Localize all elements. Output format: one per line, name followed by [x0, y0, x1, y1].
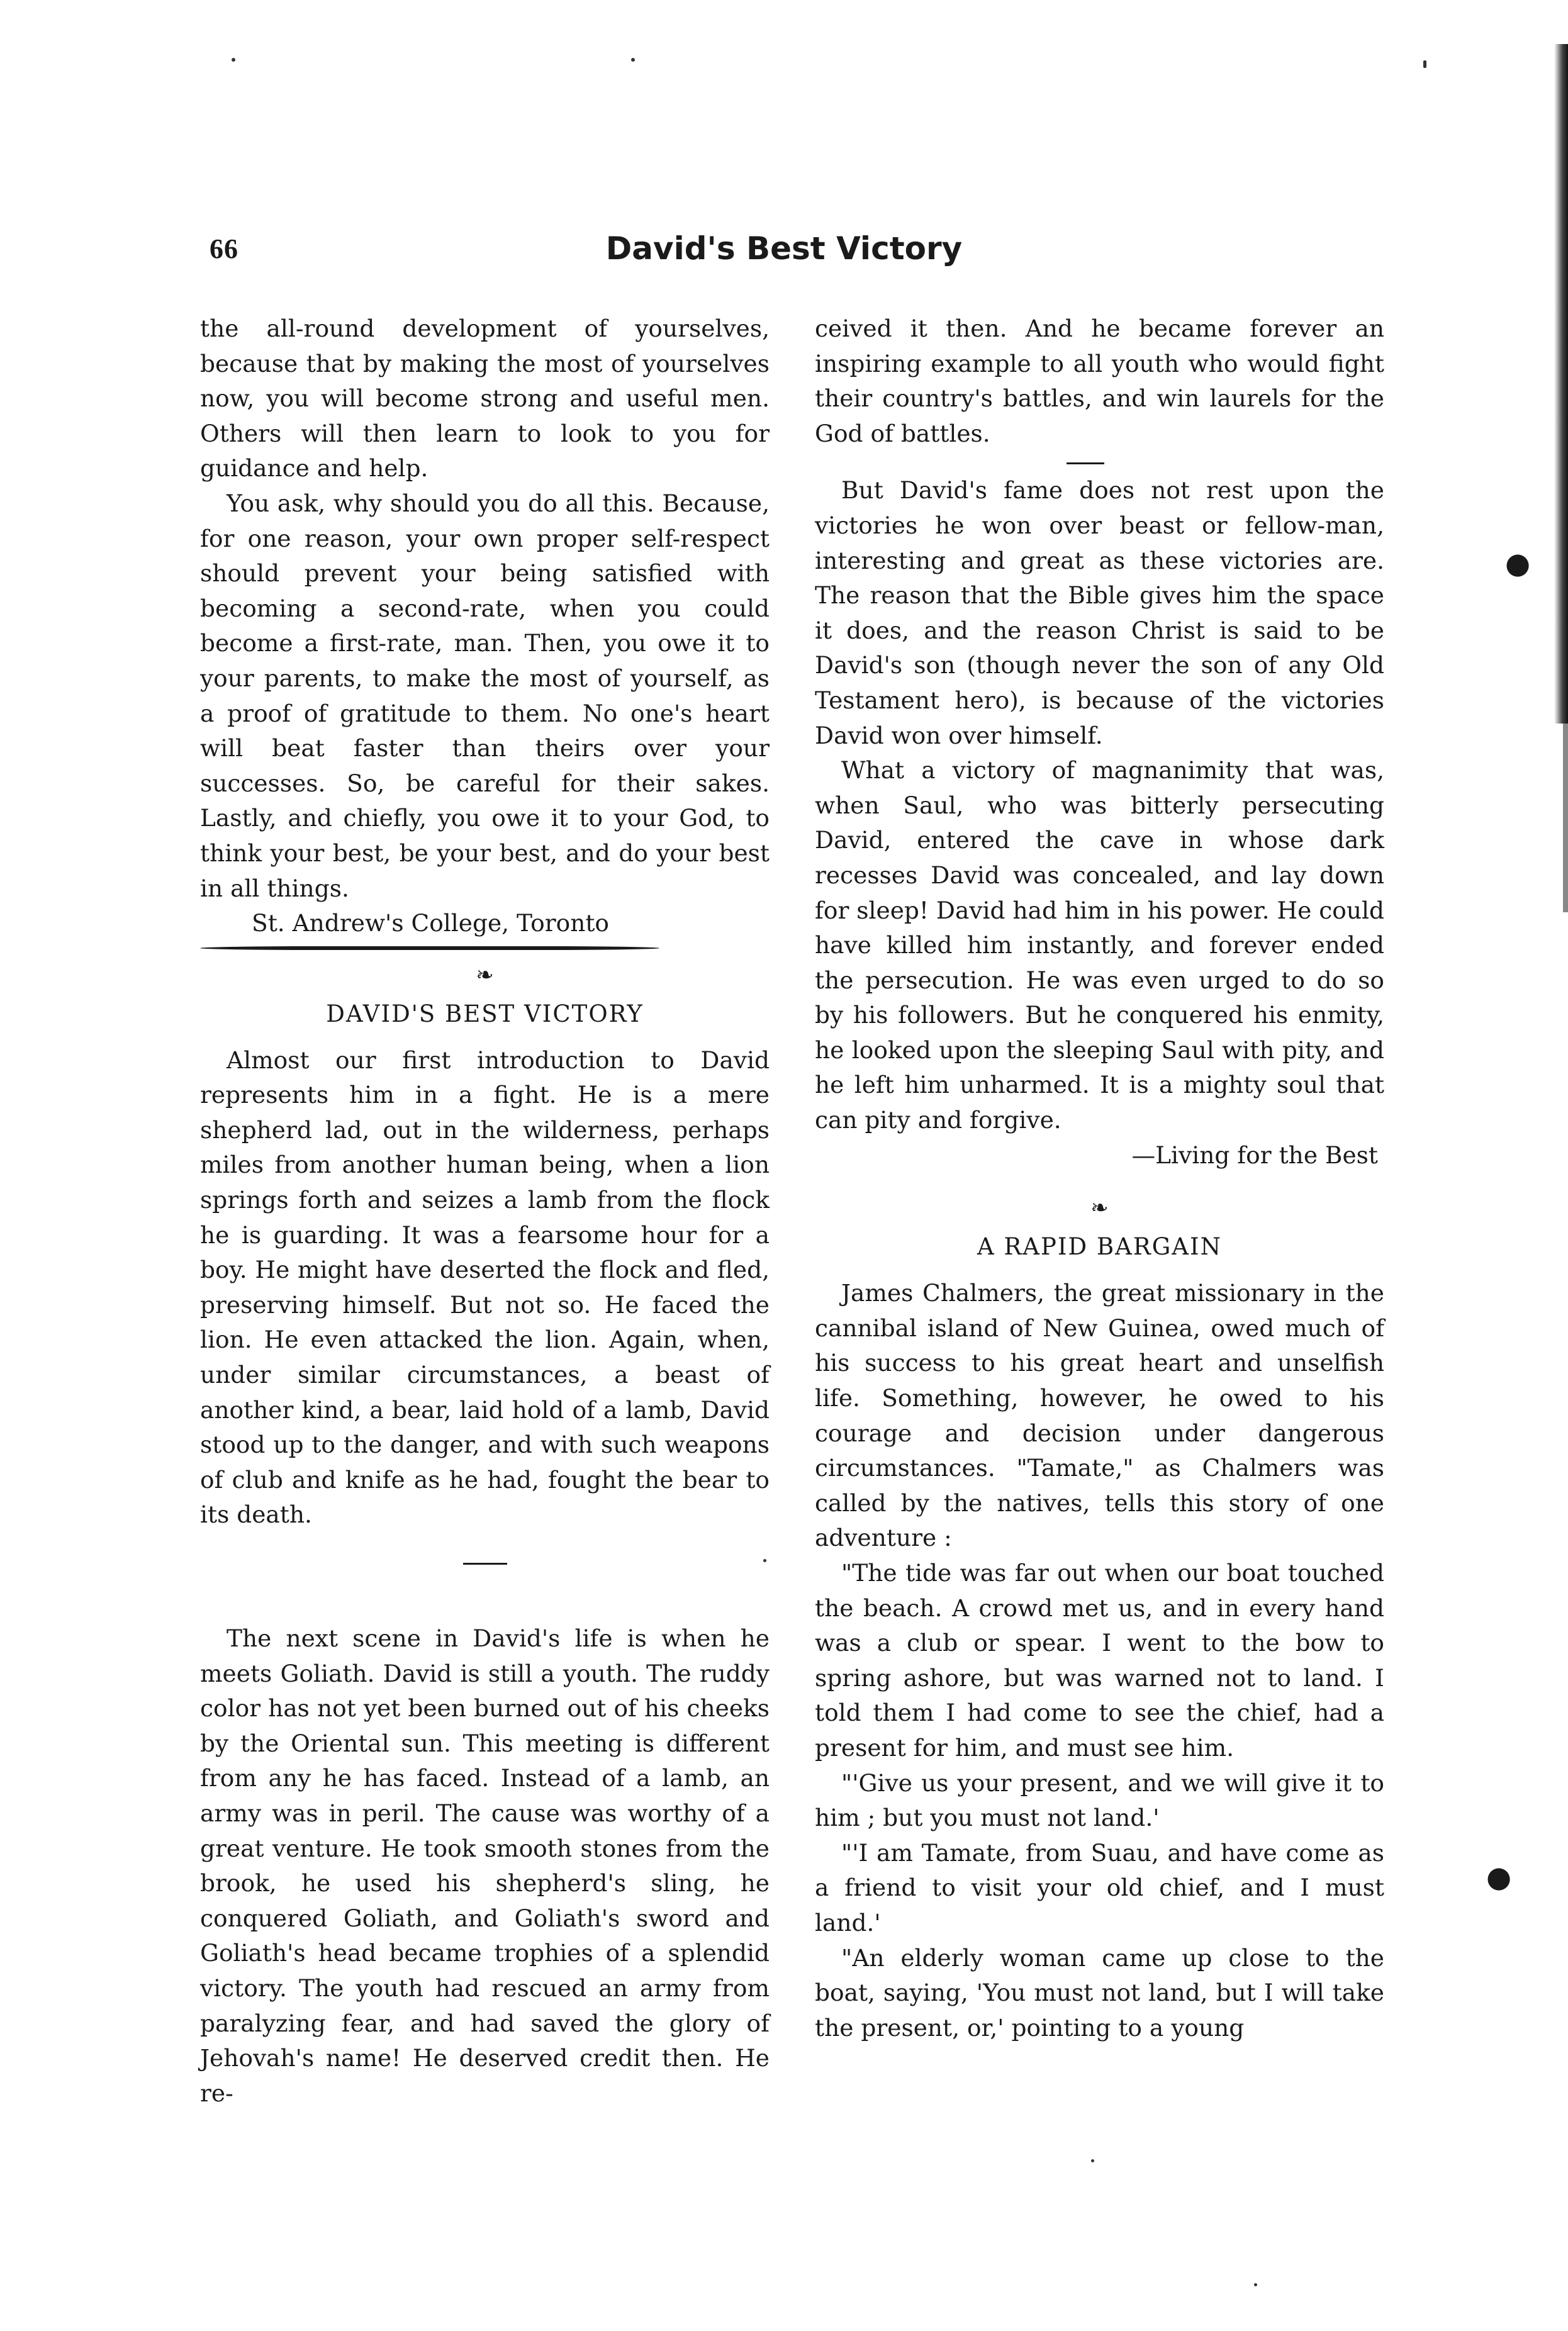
- ink-blot: ●: [1505, 546, 1531, 580]
- divider: [200, 946, 659, 950]
- attribution: —Living for the Best: [1131, 1141, 1378, 1169]
- page-edge-shadow: [1554, 44, 1568, 724]
- article-title: A RAPID BARGAIN: [977, 1233, 1223, 1261]
- paragraph: "An elderly woman came up close to the boat, saying, 'You must not land, but I will take the present, or,' pointing to a young: [815, 1943, 1384, 2042]
- speck: [1091, 2159, 1094, 2162]
- paragraph: James Chalmers, the great missionary in the cannibal island of New Guinea, owed much of his success to his great heart and unselfish life. Something, however, he owed to his courage and decision under dangerous circumstances. "Tamate," as Chalmers was called by the natives, tells this story of one adventure :: [815, 1279, 1384, 1552]
- paragraph: But David's fame does not rest upon the victories he won over beast or fellow-man, interesting and great as these victories are. The reason that the Bible gives him the space it does, and the reason Christ is said to be David's son (though never the son of any Old Testament hero), is because of the victories David won over himself.: [815, 476, 1384, 749]
- running-title: David's Best Victory: [605, 230, 963, 267]
- ornament: ❧: [476, 962, 494, 988]
- page-edge-shadow: [1563, 724, 1568, 912]
- ink-blot: ●: [1486, 1860, 1512, 1894]
- right-column: [815, 311, 1384, 2045]
- paragraph: You ask, why should you do all this. Because, for one reason, your own proper self-respect should prevent your being satisfied with becoming a second-rate, when you could become a first-rate, man. Then, you owe it to your parents, to make the most of yourself, as a proof of gratitude to them. No one's heart will beat faster than theirs over your successes. So, be careful for their sakes. Lastly, and chiefly, you owe it to your God, to think your best, be your best, and do your best in all things.: [200, 489, 770, 902]
- paragraph: "'I am Tamate, from Suau, and have come as a friend to visit your old chief, and I must land.': [815, 1838, 1384, 1937]
- page-number: 66: [210, 233, 238, 264]
- paragraph: "The tide was far out when our boat touched the beach. A crowd met us, and in every hand was a club or spear. I went to the bow to spring ashore, but was warned not to land. I told them I had come to see the chief, had a present for him, and must see him.: [815, 1559, 1384, 1762]
- speck: [631, 58, 635, 62]
- speck: [1423, 60, 1426, 68]
- paragraph: What a victory of magnanimity that was, when Saul, who was bitterly persecuting David, entered the cave in whose dark recesses David was concealed, and lay down for sleep! David had him in his power. He could have killed him instantly, and forever ended the persecution. He was even urged to do so by his followers. But he conquered his enmity, he looked upon the sleeping Saul with pity, and he left him unharmed. It is a mighty soul that can pity and forgive.: [815, 756, 1384, 1134]
- speck: [1254, 2283, 1257, 2286]
- paragraph: the all-round development of yourselves, because that by making the most of yourselves now, you will become strong and useful men. Others will then learn to look to you for guidance and help.: [200, 315, 770, 483]
- paragraph: Almost our first introduction to David represents him in a fight. He is a mere shepherd lad, out in the wilderness, perhaps miles from another human being, when a lion springs forth and seizes a lamb from the flock he is guarding. It was a fearsome hour for a boy. He might have deserted the flock and fled, preserving himself. But not so. He faced the lion. He even attacked the lion. Again, when, under similar circumstances, a beast of another kind, a bear, laid hold of a lamb, David stood up to the danger, and with such weapons of club and knife as he had, fought the bear to its death.: [200, 1046, 770, 1529]
- paragraph: ceived it then. And he became forever an inspiring example to all youth who would fight their country's battles, and win laurels for the God of battles.: [815, 315, 1384, 447]
- section-divider: [1067, 462, 1104, 464]
- ornament: ❧: [1090, 1195, 1109, 1221]
- signature: St. Andrew's College, Toronto: [252, 909, 609, 937]
- article-title: DAVID'S BEST VICTORY: [326, 1000, 644, 1027]
- paragraph: "'Give us your present, and we will give it to him ; but you must not land.': [815, 1769, 1384, 1832]
- section-divider: [463, 1563, 507, 1565]
- speck: [232, 58, 235, 62]
- paragraph: The next scene in David's life is when he meets Goliath. David is still a youth. The ruddy color has not yet been burned out of his cheeks by the Oriental sun. This meeting is different from any he has faced. Instead of a lamb, an army was in peril. The cause was worthy of a great venture. He took smooth stones from the brook, he used his shepherd's sling, he conquered Goliath, and Goliath's sword and Goliath's head became trophies of a splendid victory. The youth had rescued an army from paralyzing fear, and had saved the glory of Jehovah's name! He deserved credit then. He re-: [200, 1624, 770, 2107]
- left-column: [200, 311, 770, 2111]
